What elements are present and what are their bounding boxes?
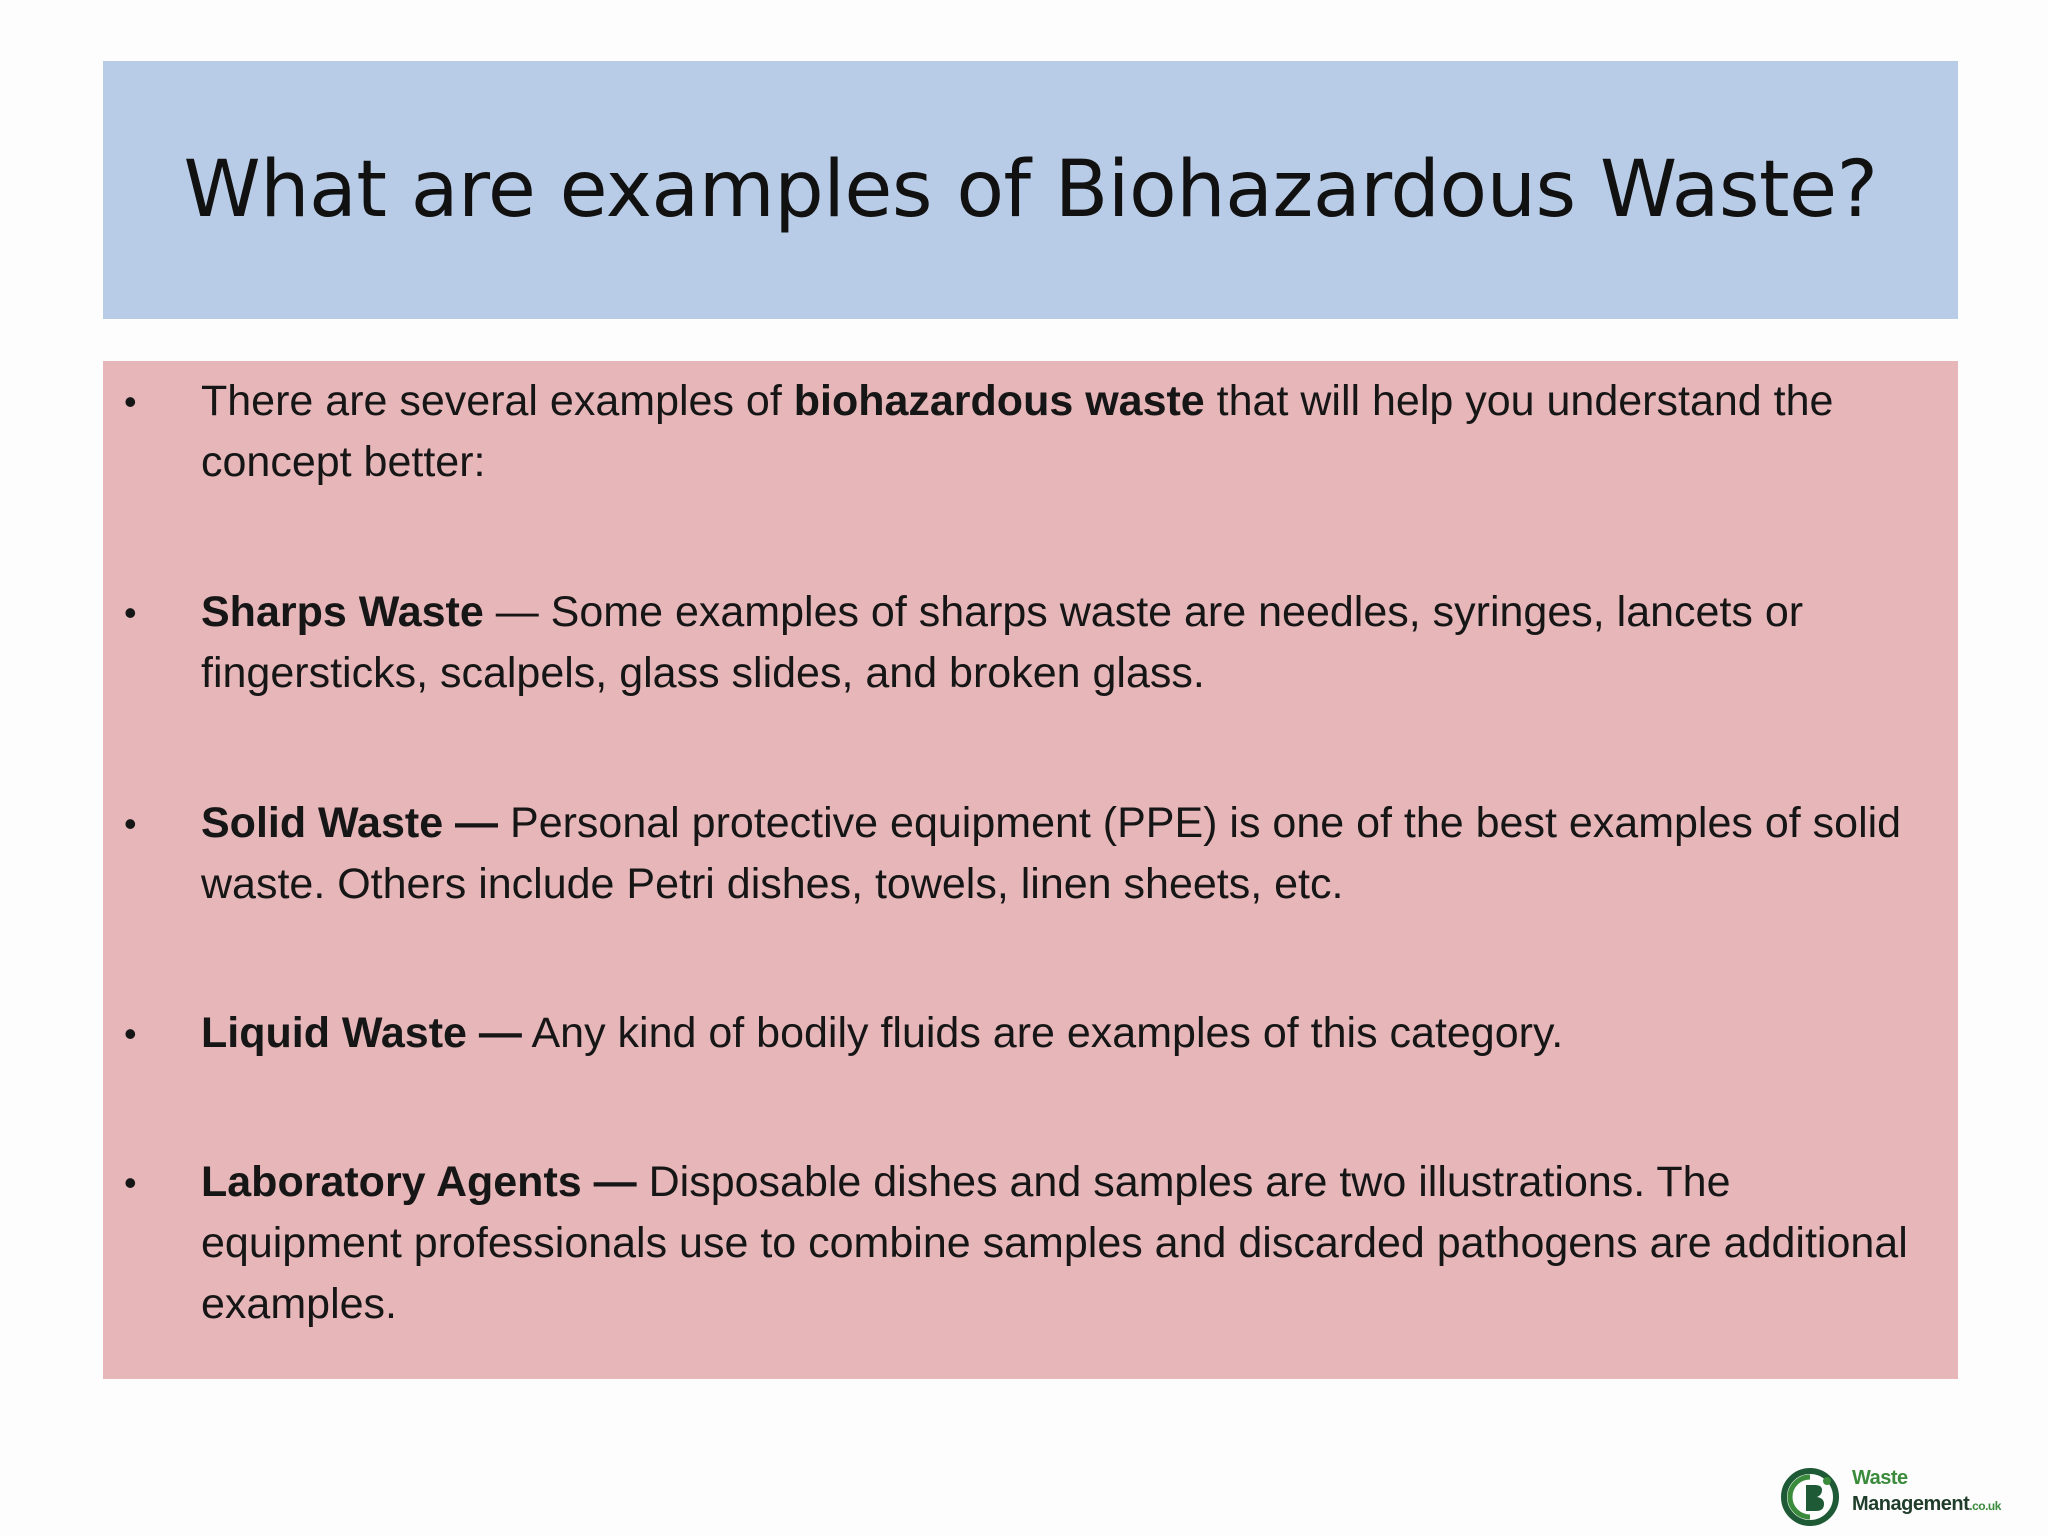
company-logo — [1780, 1463, 2008, 1529]
logo-word-management-text: Management — [1852, 1493, 1970, 1515]
bullet-text-after: that will help you understand the concept better: — [201, 377, 1834, 486]
bullet-icon: • — [124, 592, 137, 633]
bullet-icon: • — [124, 1013, 137, 1054]
bullet-icon: • — [124, 381, 137, 422]
bullet-laboratory-agents — [124, 1152, 1941, 1335]
bullet-text-after: Disposable dishes and samples are two illustrations. The equipment professionals use to combine samples and discarded pathogens are additional examples. — [201, 1158, 1908, 1328]
bullet-liquid-waste — [124, 1003, 1941, 1064]
bullet-text-bold: Solid Waste — — [201, 799, 499, 847]
bullet-text-after: Any kind of bodily fluids are examples of this category. — [521, 1009, 1564, 1057]
bullet-solid-waste — [124, 793, 1941, 915]
bullet-icon: • — [124, 803, 137, 844]
bullet-text-before: There are several examples of — [201, 377, 794, 425]
bg-waste-logo-icon — [1780, 1467, 1840, 1527]
logo-wordmark — [1852, 1465, 2001, 1519]
logo-word-waste: Waste — [1852, 1467, 1908, 1489]
logo-tld: .co.uk — [1969, 1499, 2001, 1513]
bullet-text-bold: Laboratory Agents — — [201, 1158, 637, 1206]
bullet-text-after: Personal protective equipment (PPE) is one of the best examples of solid waste. Others include Petri dishes, towels, linen sheets, etc. — [201, 799, 1902, 908]
bullet-sharps-waste — [124, 582, 1941, 704]
bullet-icon: • — [124, 1162, 137, 1203]
bullet-text-bold: Sharps Waste — [201, 588, 484, 636]
bullet-intro — [124, 371, 1941, 493]
logo-word-management — [1852, 1491, 2001, 1519]
slide-title: What are examples of Biohazardous Waste? — [183, 145, 1878, 235]
title-banner — [103, 61, 1958, 319]
bullet-text-after: — Some examples of sharps waste are needles, syringes, lancets or fingersticks, scalpels, glass slides, and broken glass. — [201, 588, 1804, 697]
bullet-text-bold: Liquid Waste — — [201, 1009, 522, 1057]
content-panel — [103, 361, 1958, 1379]
bullet-text-bold: biohazardous waste — [793, 377, 1205, 425]
